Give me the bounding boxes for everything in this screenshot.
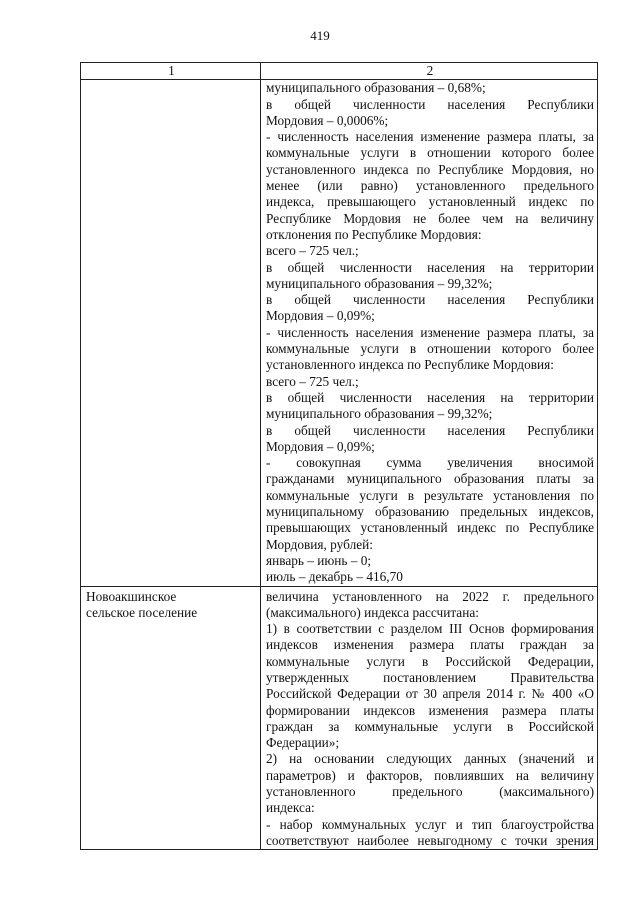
settlement-name: Новоакшинское bbox=[86, 588, 177, 604]
table-header-row bbox=[81, 63, 598, 80]
text-line: величина установленного на 2022 г. предельного bbox=[266, 588, 594, 604]
text-line: Мордовия – 0,0006%; bbox=[266, 112, 389, 128]
text-line: - численность населения изменение размера платы, за bbox=[266, 324, 594, 340]
text-line: параметров) и факторов, повлиявших на величину bbox=[266, 767, 594, 783]
text-line: 2) на основании следующих данных (значений и bbox=[266, 751, 594, 767]
description-text bbox=[266, 80, 594, 585]
text-line: - набор коммунальных услуг и тип благоустройства bbox=[266, 816, 594, 832]
text-line: муниципального образования – 99,32%; bbox=[266, 275, 493, 291]
text-line: всего – 725 чел.; bbox=[266, 373, 359, 389]
text-line: июль – декабрь – 416,70 bbox=[266, 569, 403, 585]
text-line: Мордовия, рублей: bbox=[266, 536, 373, 552]
text-line: коммунальные услуги в Российской Федерации, bbox=[266, 653, 594, 669]
text-line: установленного предельного (максимального) bbox=[266, 784, 594, 800]
text-line: в общей численности населения Республики bbox=[266, 422, 594, 438]
header-col-2: 2 bbox=[261, 63, 598, 80]
text-line: индекса, превышающего установленный индекс по bbox=[266, 194, 594, 210]
text-line: муниципальному образованию предельных индексов, bbox=[266, 504, 594, 520]
text-line: граждан за коммунальные услуги в Российской bbox=[266, 718, 594, 734]
text-line: формировании индексов изменения размера платы bbox=[266, 702, 594, 718]
text-line: январь – июнь – 0; bbox=[266, 552, 372, 568]
text-line: в общей численности населения Республики bbox=[266, 292, 594, 308]
table-row bbox=[81, 80, 598, 586]
text-line: Российской Федерации от 30 апреля 2014 г. № 400 «О bbox=[266, 686, 594, 702]
text-line: установленного индекса по Республике Мордовия: bbox=[266, 357, 554, 373]
text-line: Республике Мордовия не более чем на величину bbox=[266, 210, 594, 226]
text-line: Мордовия – 0,09%; bbox=[266, 308, 375, 324]
table-row bbox=[81, 586, 598, 850]
text-line: Мордовия – 0,09%; bbox=[266, 438, 375, 454]
text-line: коммунальные услуги в результате установления по bbox=[266, 487, 594, 503]
settlement-cell-empty bbox=[81, 80, 261, 586]
description-text bbox=[266, 589, 594, 850]
text-line: - численность населения изменение размера платы, за bbox=[266, 129, 594, 145]
text-line: 1) в соответствии с разделом III Основ формирования bbox=[266, 621, 594, 637]
settlement-type: сельское поселение bbox=[86, 604, 198, 620]
text-line: в общей численности населения Республики bbox=[266, 96, 594, 112]
description-cell bbox=[261, 586, 598, 850]
document-table bbox=[80, 62, 598, 850]
text-line: Федерации»; bbox=[266, 735, 340, 751]
text-line: муниципального образования – 99,32%; bbox=[266, 406, 493, 422]
text-line: утвержденных постановлением Правительства bbox=[266, 669, 594, 685]
text-line: (максимального) индекса рассчитана: bbox=[266, 604, 479, 620]
text-line: коммунальные услуги в отношении которого более bbox=[266, 145, 594, 161]
text-line: отклонения по Республике Мордовия: bbox=[266, 226, 482, 242]
text-line: - совокупная сумма увеличения вносимой bbox=[266, 455, 594, 471]
text-line: превышающих установленный индекс по Республике bbox=[266, 520, 594, 536]
description-cell bbox=[261, 80, 598, 586]
text-line: гражданами муниципального образования платы за bbox=[266, 471, 594, 487]
settlement-cell bbox=[81, 586, 261, 850]
text-line: в общей численности населения на территории bbox=[266, 259, 594, 275]
text-line: муниципального образования – 0,68%; bbox=[266, 80, 486, 96]
text-line: менее (или равно) установленного предельного bbox=[266, 178, 594, 194]
text-line: коммунальные услуги в отношении которого более bbox=[266, 341, 594, 357]
text-line: индексов изменения размера платы граждан за bbox=[266, 637, 594, 653]
text-line: установленного индекса по Республике Мордовия, но bbox=[266, 161, 594, 177]
text-line: всего – 725 чел.; bbox=[266, 243, 359, 259]
text-line: соответствуют наиболее невыгодному с точки зрения bbox=[266, 832, 594, 848]
text-line: в общей численности населения на территории bbox=[266, 389, 594, 405]
header-col-1: 1 bbox=[81, 63, 261, 80]
page-number: 419 bbox=[310, 28, 330, 43]
text-line: индекса: bbox=[266, 800, 315, 816]
